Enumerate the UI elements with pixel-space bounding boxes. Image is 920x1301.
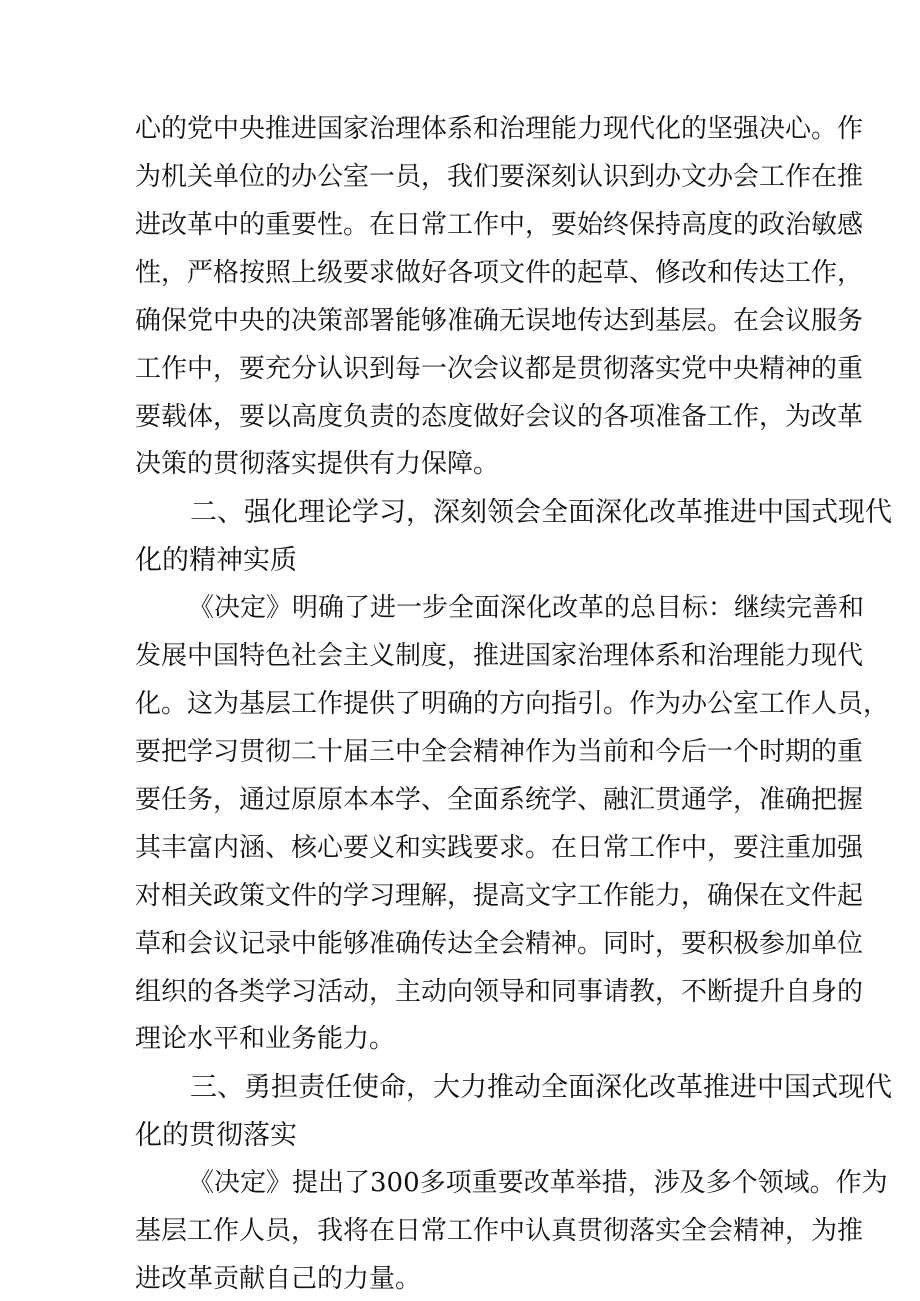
paragraph-1-line-1: 心的党中央推进国家治理体系和治理能力现代化的坚强决心。作 [135, 114, 864, 144]
paragraph-1-line-2: 为机关单位的办公室一员，我们要深刻认识到办文办会工作在推 [135, 162, 864, 192]
paragraph-1-line-3: 进改革中的重要性。在日常工作中，要始终保持高度的政治敏感 [135, 210, 864, 240]
paragraph-2-line-1: 《决定》明确了进一步全面深化改革的总目标：继续完善和 [188, 593, 865, 623]
section-heading-3-line-2: 化的贯彻落实 [135, 1120, 297, 1151]
paragraph-3-line-3: 进改革贡献自己的力量。 [135, 1264, 422, 1294]
section-heading-2-line-1: 二、强化理论学习，深刻领会全面深化改革推进中国式现代 [190, 497, 892, 528]
paragraph-1-line-5: 确保党中央的决策部署能够准确无误地传达到基层。在会议服务 [135, 306, 864, 336]
paragraph-2-line-6: 其丰富内涵、核心要义和实践要求。在日常工作中，要注重加强 [135, 833, 864, 863]
paragraph-2-line-2: 发展中国特色社会主义制度，推进国家治理体系和治理能力现代 [135, 641, 864, 671]
paragraph-1-line-4: 性，严格按照上级要求做好各项文件的起草、修改和传达工作， [135, 258, 864, 288]
paragraph-2-line-9: 组织的各类学习活动，主动向领导和同事请教，不断提升自身的 [135, 977, 864, 1007]
paragraph-3-line-1: 《决定》提出了300多项重要改革举措，涉及多个领域。作为 [188, 1168, 888, 1198]
paragraph-2-line-4: 要把学习贯彻二十届三中全会精神作为当前和今后一个时期的重 [135, 737, 864, 767]
paragraph-2-line-10: 理论水平和业务能力。 [135, 1024, 396, 1054]
section-heading-2-line-2: 化的精神实质 [135, 545, 297, 576]
paragraph-3-line-2: 基层工作人员，我将在日常工作中认真贯彻落实全会精神，为推 [135, 1216, 864, 1246]
paragraph-1-line-8: 决策的贯彻落实提供有力保障。 [135, 449, 500, 479]
section-heading-3-line-1: 三、勇担责任使命，大力推动全面深化改革推进中国式现代 [190, 1072, 892, 1103]
paragraph-2-line-8: 草和会议记录中能够准确传达全会精神。同时，要积极参加单位 [135, 929, 864, 959]
paragraph-2-line-5: 要任务，通过原原本本学、全面系统学、融汇贯通学，准确把握 [135, 785, 864, 815]
paragraph-2-line-7: 对相关政策文件的学习理解，提高文字工作能力，确保在文件起 [135, 881, 864, 911]
paragraph-1-line-7: 要载体，要以高度负责的态度做好会议的各项准备工作，为改革 [135, 402, 864, 432]
paragraph-2-line-3: 化。这为基层工作提供了明确的方向指引。作为办公室工作人员， [135, 689, 890, 719]
paragraph-1-line-6: 工作中，要充分认识到每一次会议都是贯彻落实党中央精神的重 [135, 354, 864, 384]
